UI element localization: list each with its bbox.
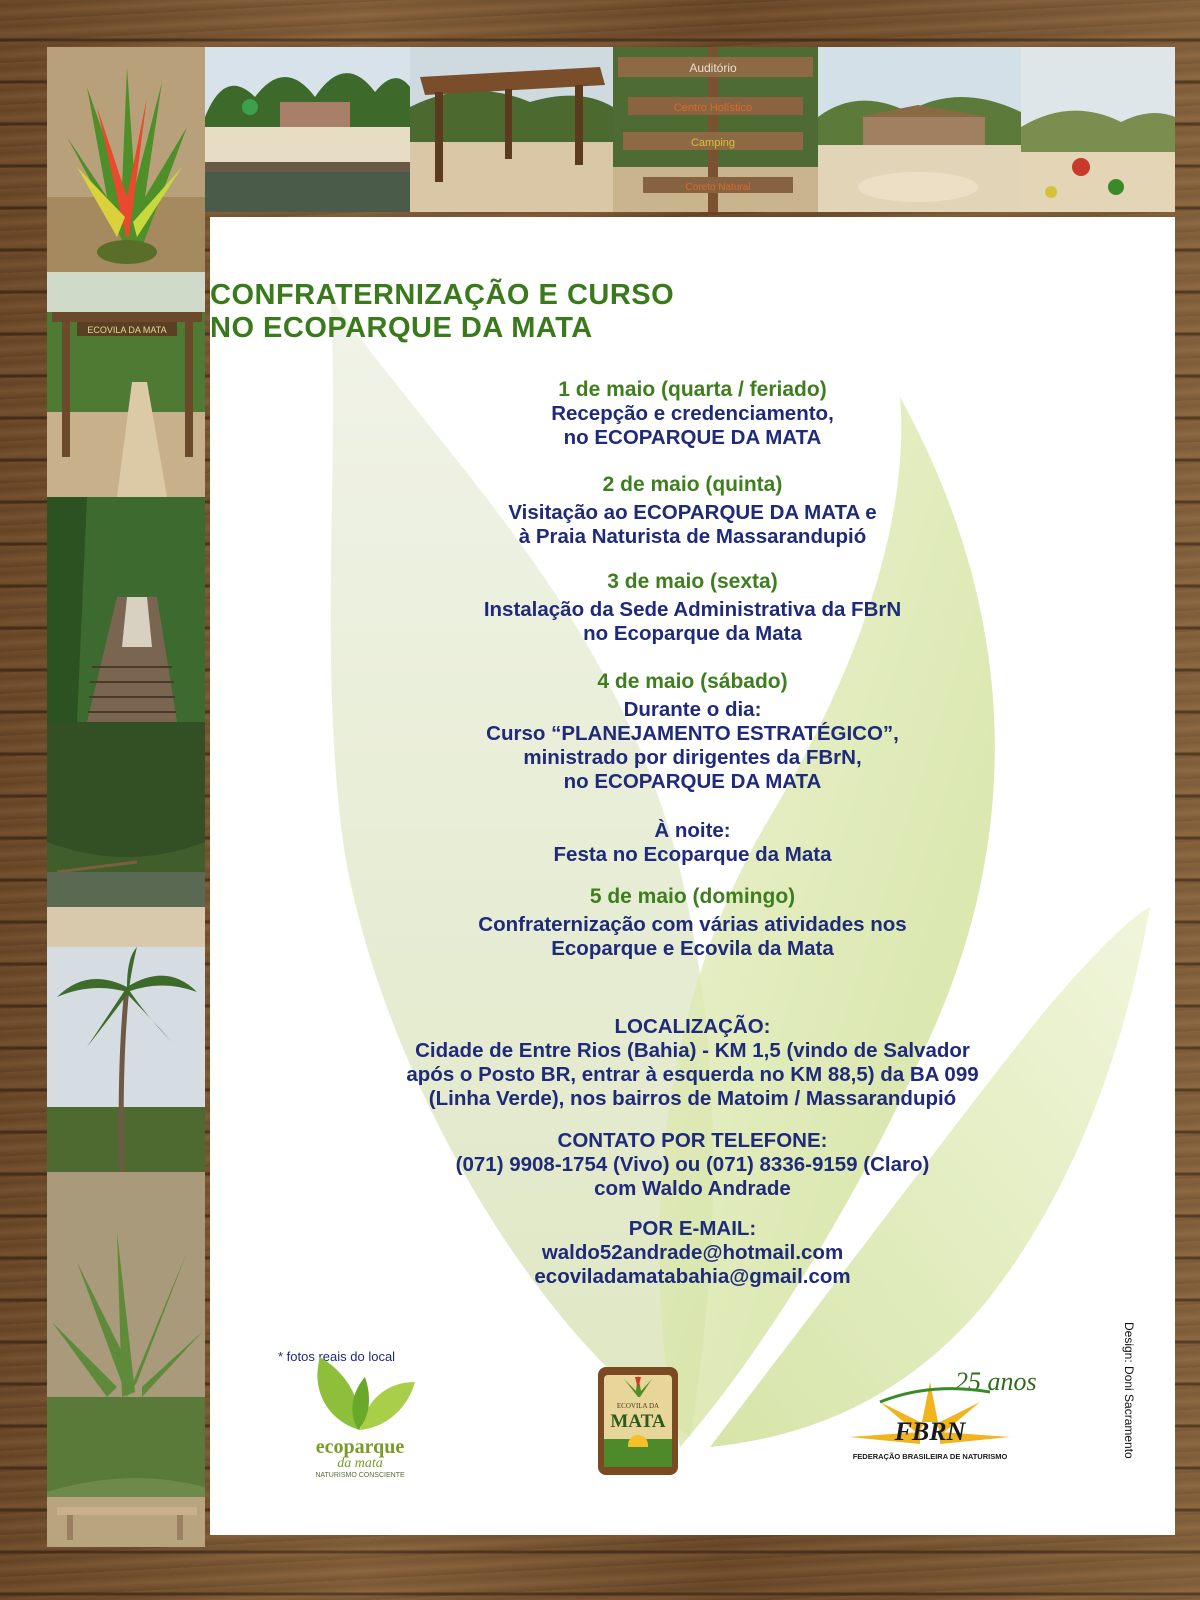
ecovila-logo-name: MATA (610, 1411, 666, 1432)
schedule-day: 4 de maio (sábado) (597, 670, 788, 693)
photo-signpost (613, 47, 818, 212)
photo-pond (205, 47, 410, 212)
ecoparque-logo (290, 1352, 430, 1482)
ecovila-logo-top: ECOVILA DA (616, 1402, 660, 1410)
schedule-line: à Praia Naturista de Massarandupió (518, 525, 867, 548)
schedule-line: Durante o dia: (623, 698, 762, 721)
phone-line: (071) 9908-1754 (Vivo) ou (071) 8336-9159 (Claro) (455, 1153, 930, 1176)
photo-garden (1021, 47, 1175, 212)
sign-camping: Camping (690, 137, 736, 149)
schedule-line: Curso “PLANEJAMENTO ESTRATÉGICO”, (486, 722, 899, 745)
schedule-item-4 (210, 669, 1175, 794)
schedule-line: Instalação da Sede Administrativa da FBrN (483, 598, 902, 621)
location-section (210, 1015, 1175, 1111)
ecovila-logo (598, 1367, 678, 1475)
fbrn-years-number: 25 anos (955, 1367, 1037, 1396)
photo-lodge (818, 47, 1021, 212)
title-line-2: NO ECOPARQUE DA MATA (210, 312, 593, 344)
photo-stream (47, 722, 205, 947)
photos-footnote: * fotos reais do local (278, 1349, 396, 1364)
photo-orchids (47, 1172, 205, 1397)
schedule-day: 5 de maio (domingo) (589, 885, 796, 908)
schedule-item-2 (210, 472, 1175, 549)
design-credit (1120, 1322, 1140, 1459)
photo-boardwalk (47, 497, 205, 722)
title-line-1: CONFRATERNIZAÇÃO E CURSO (210, 279, 675, 311)
schedule-line: no Ecoparque da Mata (583, 622, 802, 645)
sign-centro-holistico: Centro Holístico (673, 102, 753, 114)
phone-section (210, 1129, 1175, 1201)
photo-pergola (410, 47, 613, 212)
schedule-line: Confraternização com várias atividades nos (478, 913, 907, 936)
schedule-line: À noite: (654, 819, 731, 842)
schedule-item-3 (210, 569, 1175, 646)
ecoparque-leaf-icon (290, 1352, 430, 1432)
location-line: após o Posto BR, entrar à esquerda no KM 88,5) da BA 099 (406, 1063, 979, 1086)
ecoparque-logo-name: ecoparque (315, 1436, 405, 1458)
schedule-item-1 (210, 377, 1175, 450)
schedule-line: no ECOPARQUE DA MATA (563, 770, 822, 793)
location-line: Cidade de Entre Rios (Bahia) - KM 1,5 (vindo de Salvador (415, 1039, 970, 1062)
sign-coreto: Coreto Natural (685, 182, 751, 193)
gate-sign-text: ECOVILA DA MATA (87, 325, 167, 335)
info-panel (210, 217, 1175, 1535)
email-heading: POR E-MAIL: (628, 1217, 757, 1240)
page-title (210, 279, 1175, 345)
phone-line: com Waldo Andrade (594, 1177, 791, 1200)
schedule-line: no ECOPARQUE DA MATA (563, 426, 822, 449)
email-link[interactable]: waldo52andrade@hotmail.com (541, 1241, 844, 1264)
ecoparque-logo-sub: da mata (337, 1456, 383, 1471)
email-section (210, 1217, 1175, 1289)
schedule-item-4-night (210, 819, 1175, 867)
fbrn-logo (840, 1362, 1037, 1474)
ecoparque-logo-tag: NATURISMO CONSCIENTE (315, 1472, 405, 1479)
phone-heading: CONTATO POR TELEFONE: (557, 1129, 828, 1152)
schedule-line: Ecoparque e Ecovila da Mata (551, 937, 834, 960)
schedule-line: Festa no Ecoparque da Mata (553, 843, 832, 866)
bromeliad-icon (604, 1375, 672, 1397)
schedule-line: Recepção e credenciamento, (551, 402, 834, 425)
photo-palms (47, 947, 205, 1172)
location-line: (Linha Verde), nos bairros de Matoim / Massarandupió (428, 1087, 957, 1110)
schedule-day: 3 de maio (sexta) (607, 570, 778, 593)
schedule-line: ministrado por dirigentes da FBrN, (523, 746, 862, 769)
photo-gate (47, 272, 205, 497)
sign-auditorio: Auditório (689, 61, 737, 75)
fbrn-logo-name: FBRN (894, 1417, 966, 1446)
schedule-day: 1 de maio (quarta / feriado) (558, 378, 827, 401)
fbrn-logo-tag: FEDERAÇÃO BRASILEIRA DE NATURISMO (852, 1452, 1008, 1461)
location-heading: LOCALIZAÇÃO: (614, 1015, 771, 1038)
schedule-line: Visitação ao ECOPARQUE DA MATA e (508, 501, 877, 524)
photo-bromeliad (47, 47, 205, 272)
design-credit-text: Design: Doni Sacramento (1122, 1322, 1136, 1459)
email-link[interactable]: ecoviladamatabahia@gmail.com (534, 1265, 851, 1288)
schedule-day: 2 de maio (quinta) (602, 473, 783, 496)
schedule-item-5 (210, 884, 1175, 961)
photo-picnic (47, 1397, 205, 1547)
